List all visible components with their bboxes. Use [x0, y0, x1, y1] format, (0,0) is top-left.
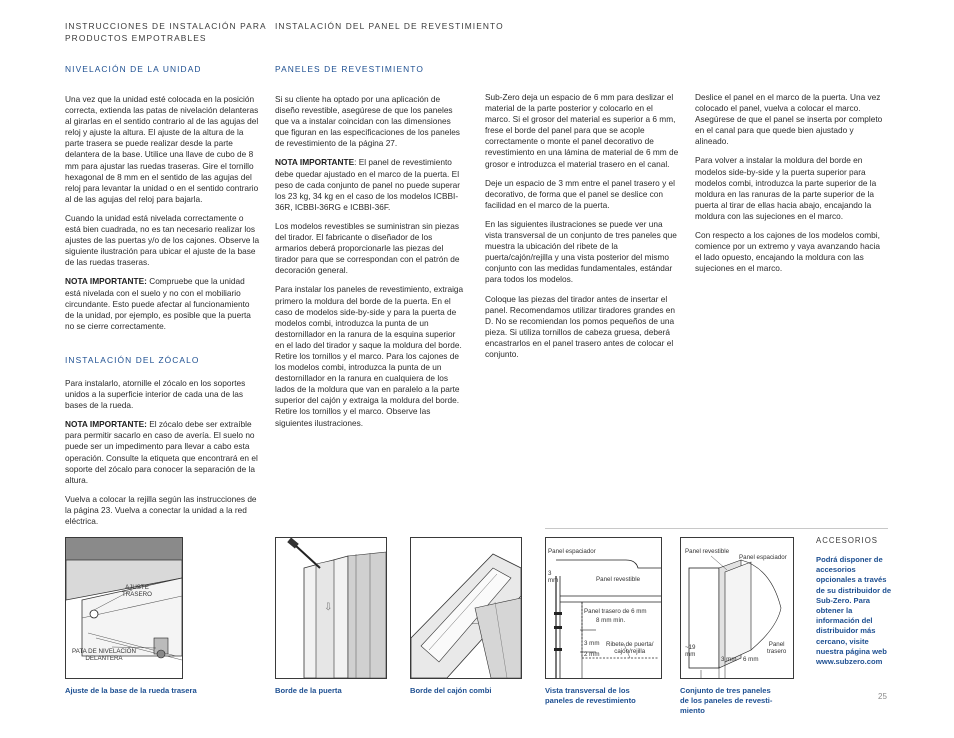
label-8mm-min: 8 mm mín. [596, 617, 626, 624]
label-panel-espaciador: Panel espaciador [548, 548, 596, 555]
label-3mm-b: 3 mm [584, 640, 600, 647]
paragraph: Deslice el panel en el marco de la puerta. Una vez colocado el panel, vuelva a colocar el marco. Asegúrese de que el panel se inserta por completo en el canal para que quede bien ajustado y alineado. [695, 92, 883, 147]
figure-panel-assembly [680, 537, 794, 679]
document-header-right: INSTALACIÓN DEL PANEL DE REVESTIMIENTO [275, 21, 504, 31]
label-19mm: ~19 mm [685, 644, 696, 659]
column-3 [485, 92, 680, 368]
label-panel-revestible: Panel revestible [685, 548, 730, 555]
label-6mm: 6 mm [743, 656, 759, 663]
label-3mm: 3 mm [721, 656, 737, 663]
label-panel-revestible: Panel revestible [596, 576, 641, 583]
paragraph: Si su cliente ha optado por una aplicación de diseño revestible, asegúrese de que los paneles que va a instalar coincidan con las dimensiones que figuran en las especificaciones de los paneles de revestimiento de la página 27. [275, 94, 460, 149]
note-label: NOTA IMPORTANTE: [65, 276, 147, 287]
paragraph: Para volver a instalar la moldura del borde en modelos side-by-side y la puerta superior para modelos combi, introduzca la parte superior de la moldura en las ranuras de la parte superior de la puerta al tirar de ellas hacia abajo, encajando la moldura con las sujeciones en el marco. [695, 155, 877, 221]
figure-caption: Borde de la puerta [275, 686, 342, 695]
section-title-paneles: PANELES DE REVESTIMIENTO [275, 64, 424, 74]
label-panel-trasero: Panel trasero [767, 641, 787, 656]
page-number: 25 [878, 692, 887, 701]
label-2mm: 2 mm [584, 651, 600, 658]
label-panel-espaciador: Panel espaciador [739, 554, 787, 561]
paragraph: Sub-Zero deja un espacio de 6 mm para deslizar el material de la parte posterior y colocarlo en el marco. Si el grosor del material es superior a 6 mm, frese el borde del panel para que se acople correctamente o monte el panel decorativo de revestimiento en una lámina de material de 6 mm de grosor e introduzca el material trasero en el canal. [485, 92, 679, 169]
paragraph [65, 419, 261, 486]
figure-caption: Borde del cajón combi [410, 686, 492, 695]
document-header-left [65, 20, 267, 44]
header-line-1: INSTRUCCIONES DE INSTALACIÓN PARA [65, 21, 267, 31]
header-line-2: PRODUCTOS EMPOTRABLES [65, 33, 207, 43]
section-title-zocalo: INSTALACIÓN DEL ZÓCALO [65, 354, 200, 365]
note-text: Compruebe que la unidad está nivelada con el suelo y no con el mobiliario circundante. Esto puede afectar al funcionamiento de la unidad, por ejemplo, es posible que la puerta no se cierre correctamente. [65, 276, 251, 331]
paragraph: Para instalar los paneles de revestimiento, extraiga primero la moldura del borde de la puerta. En el caso de modelos side-by-side y para la puerta de modelos combi, introduzca la punta de un destornillador en la ranura de la esquina superior en el lado del tirador y saque la moldura del borde. Retire los tornillos y el marco. Para los cajones de los modelos combi, introduzca la punta de un destornillador en la ranura en cualquiera de los lados de la moldura que van en paralelo a la parte superior del cajón y extraiga la moldura del borde. Retire los tornillos y el marco. Observe las siguientes ilustraciones. [275, 284, 464, 428]
paragraph [275, 157, 465, 212]
paragraph [65, 276, 261, 331]
figure-cross-section [545, 537, 662, 679]
figure-caption: Vista transversal de los paneles de revestimiento [545, 686, 636, 706]
paragraph: Para instalarlo, atornille el zócalo en los soportes unidos a la superficie interior de cada una de las bases de la rueda. [65, 377, 246, 411]
label-panel-trasero: Panel trasero de 6 mm [584, 608, 647, 615]
svg-text:⇩: ⇩ [324, 602, 333, 613]
column-2 [275, 94, 465, 437]
accesorios-title: ACCESORIOS [816, 536, 878, 545]
label-3mm: 3 mm [548, 570, 559, 585]
paragraph: En las siguientes ilustraciones se puede ver una vista transversal de un conjunto de tres paneles que muestra la ubicación del ribete de la puerta/cajón/rejilla y una vista posterior del mismo conjunto con las medidas fundamentales, estándar para todos los modelos. [485, 218, 677, 285]
section-title-nivelacion: NIVELACIÓN DE LA UNIDAD [65, 64, 202, 74]
accesorios-text: Podrá disponer de accesorios opcionales a través de su distribuidor de Sub-Zero. Para obtener la información del distribuidor más cercano, visite nuestra página web www.subzero.com [816, 555, 892, 667]
door-edge-illustration [276, 538, 386, 678]
paragraph: Una vez que la unidad esté colocada en la posición correcta, extienda las patas de nivelación delanteras al girarlas en el sentido contrario al de las agujas del reloj y ajuste la altura. El ajuste de la altura de la parte trasera se puede realizar desde la parte delantera de la base. Utilice una llave de cubo de 8 mm para ajustar las ruedas traseras. Gire el tornillo hexagonal de 8 mm en el sentido de las agujas del reloj para levantar la unidad o en el sentido contrario al de las agujas del reloj para bajarla. [65, 94, 259, 204]
note-label: NOTA IMPORTANTE [275, 157, 355, 168]
paragraph: Coloque las piezas del tirador antes de insertar el panel. Recomendamos utilizar tiradores grandes en D. No se recomiendan los pomos pequeños de una pieza. Si utiliza tornillos de cabeza gruesa, deberá encastrarlos en el panel trasero antes de colocar el conjunto. [485, 293, 676, 359]
column-4 [695, 92, 887, 282]
drawer-edge-illustration [411, 538, 521, 678]
paragraph: Cuando la unidad está nivelada correctamente o está bien cuadrada, no es tan necesario realizar los ajustes de las puertas y/o de los cajones. Observe la siguiente ilustración para ubicar el ajuste de la base de las ruedas traseras. [65, 212, 260, 268]
figure-caption: Conjunto de tres paneles de los paneles de revesti- miento [680, 686, 773, 716]
label-ajuste-trasero: AJUSTE TRASERO [122, 584, 152, 599]
label-ribete: Ribete de puerta/ cajón/rejilla [606, 641, 654, 656]
paragraph: Vuelva a colocar la rejilla según las instrucciones de la página 23. Vuelva a conectar la unidad a la red eléctrica. [65, 493, 257, 526]
paragraph: Los modelos revestibles se suministran sin piezas del tirador. El fabricante o diseñador de los armarios deberá proporcionarle las piezas del tirador para que se correspondan con el patrón de decoración general. [275, 220, 460, 276]
figure-drawer-edge [410, 537, 522, 679]
figure-rear-wheel-adjust [65, 537, 183, 679]
column-1 [65, 94, 261, 535]
paragraph: Deje un espacio de 3 mm entre el panel trasero y el decorativo, de forma que el panel se deslice con facilidad en el marco de la puerta. [485, 177, 676, 210]
note-text: El zócalo debe ser extraíble para permitir sacarlo en caso de avería. El suelo no puede ser un impedimento para llevar a cabo esta operación. Consulte la etiqueta que encontrará en el soporte del zócalo para conocer la separación de la altura. [65, 419, 258, 485]
figure-caption: Ajuste de la base de la rueda trasera [65, 686, 197, 695]
label-pata-nivelacion: PATA DE NIVELACIÓN DELANTERA [72, 648, 136, 663]
note-label: NOTA IMPORTANTE: [65, 419, 147, 430]
note-text: : El panel de revestimiento debe quedar ajustado en el marco de la puerta. El peso de cada conjunto de panel no puede superar los 23 kg, 34 kg en el caso de los modelos ICBBI-36R, ICBBI-36RG e ICBBI-36F. [275, 157, 460, 212]
paragraph: Con respecto a los cajones de los modelos combi, comience por un extremo y vaya avanzando hacia el lado opuesto, encajando la moldura con las sujeciones en el marco. [695, 230, 880, 274]
divider [545, 528, 888, 529]
figure-door-edge [275, 537, 387, 679]
